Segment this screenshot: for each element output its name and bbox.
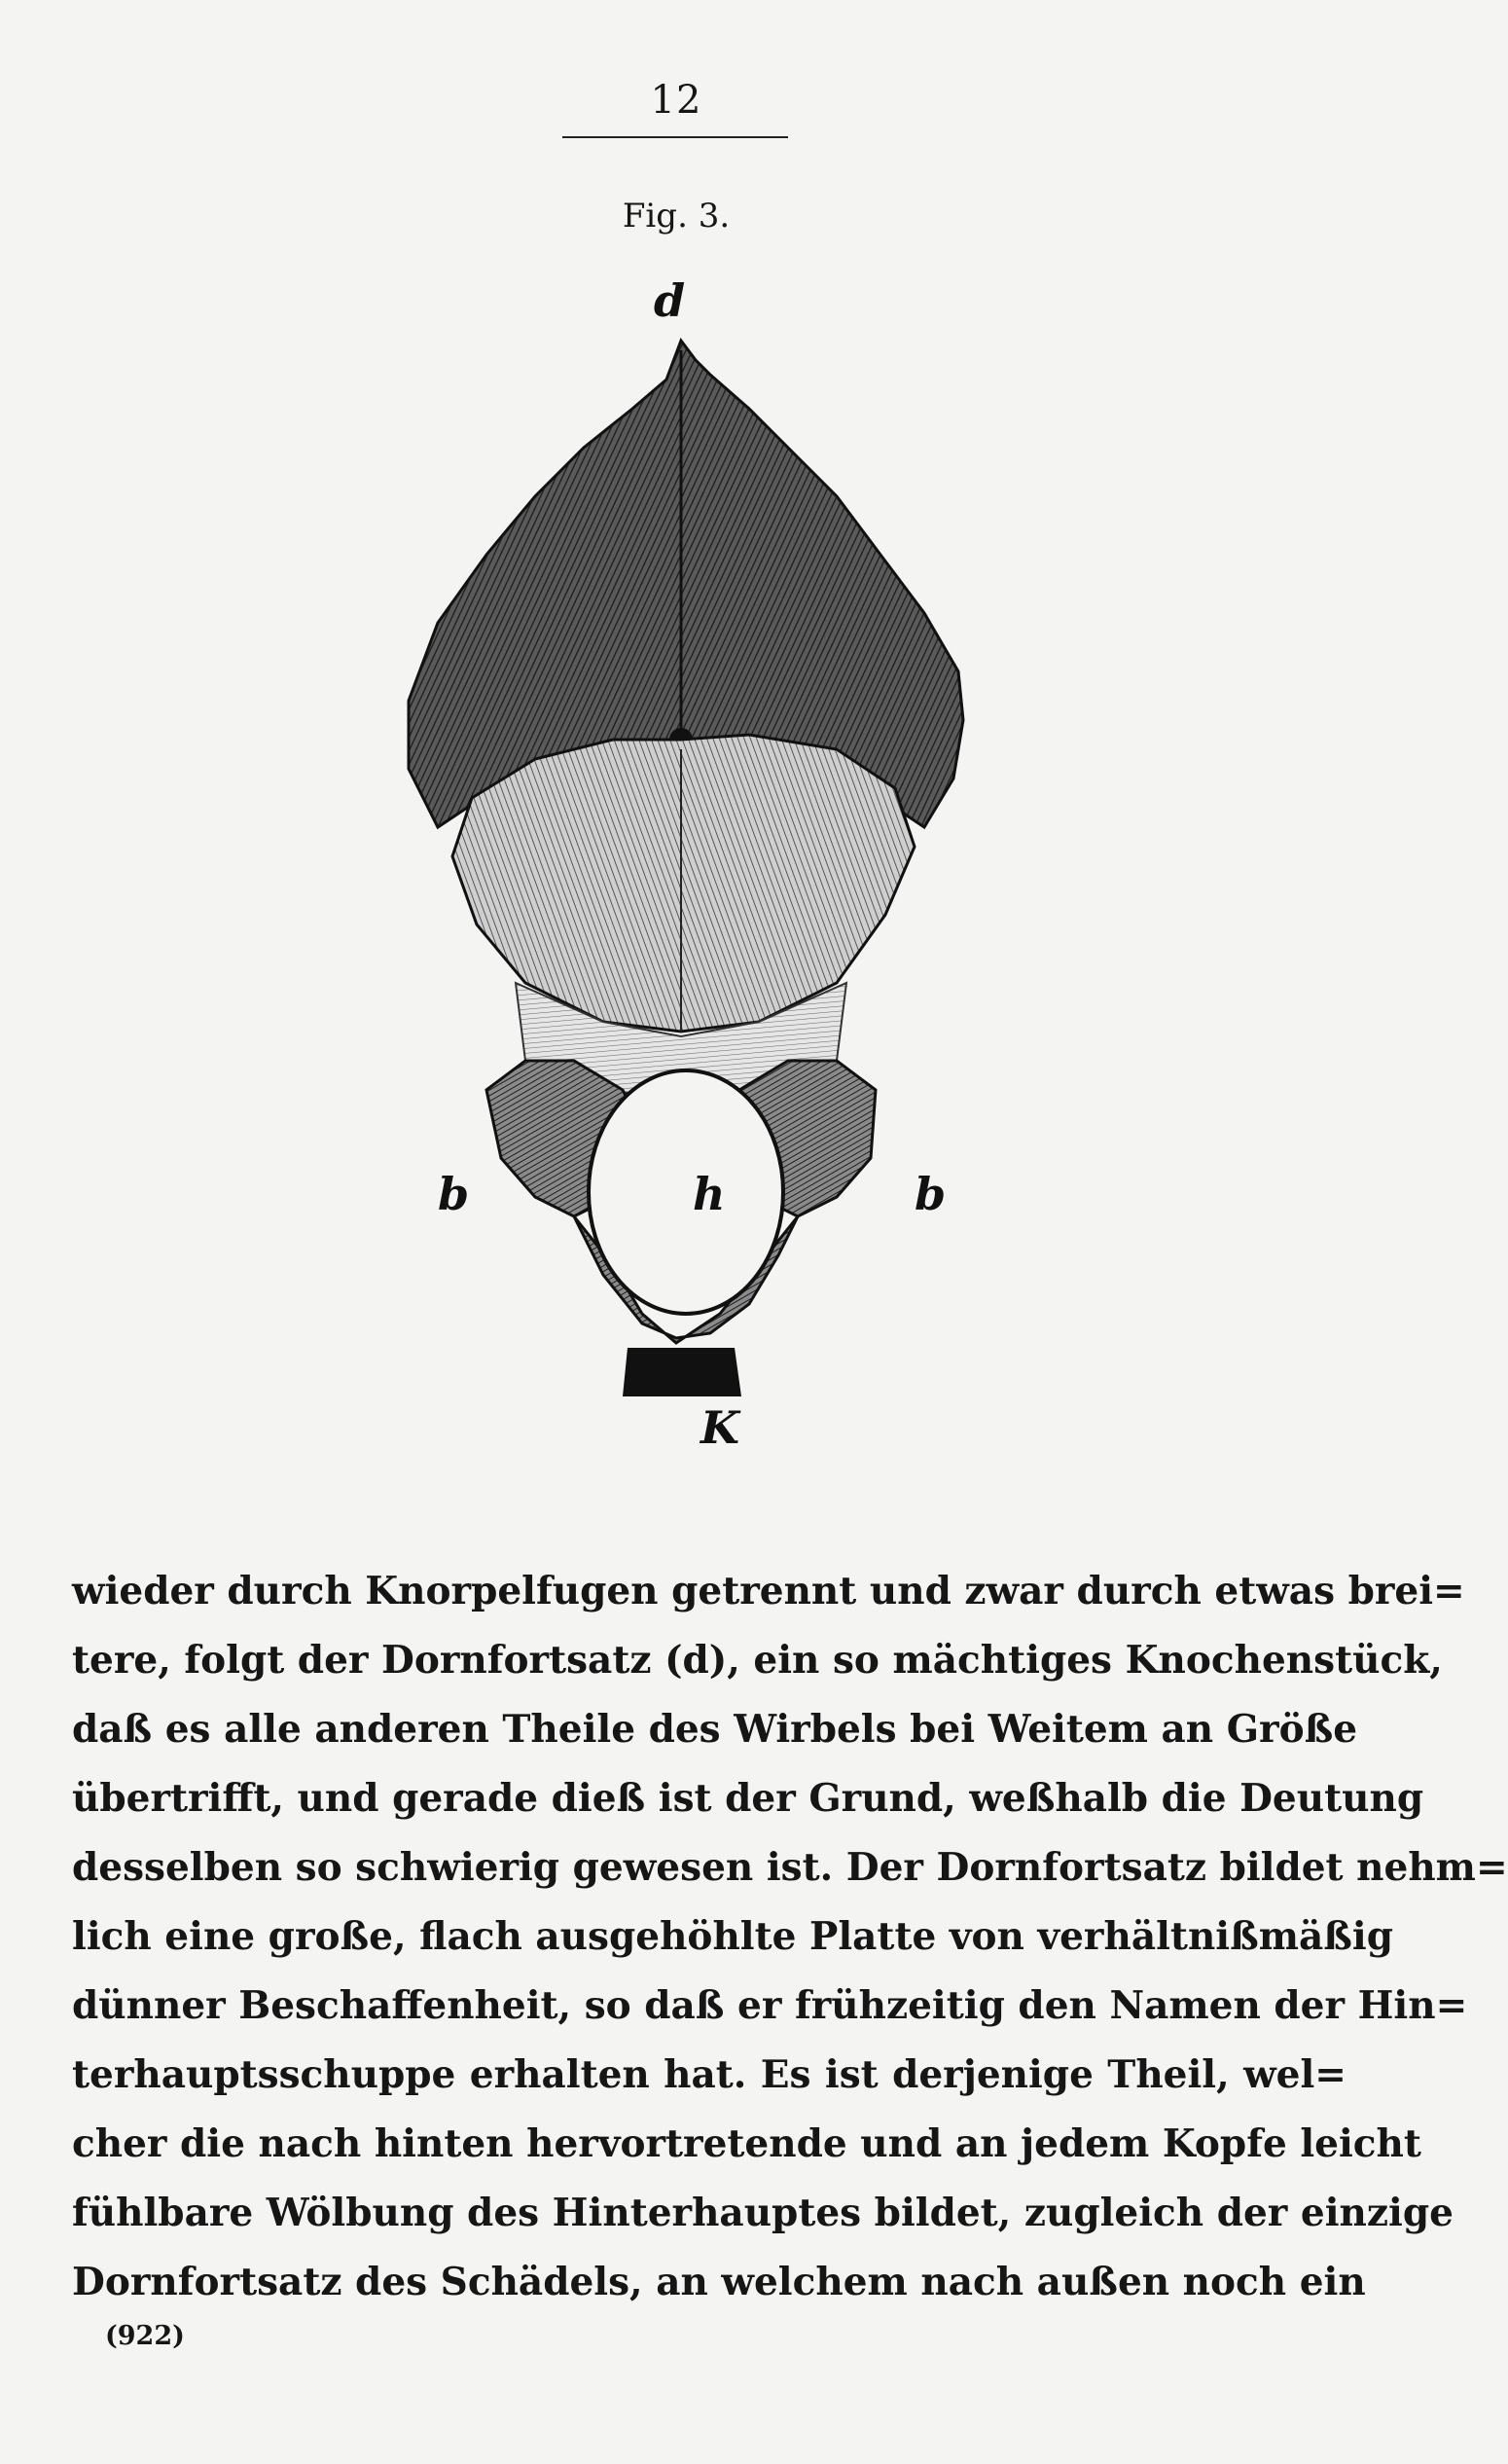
- text-line: daß es alle anderen Theile des Wirbels bei Weitem an Größe: [72, 1707, 1358, 1752]
- figure-label-h: h: [693, 1168, 726, 1220]
- page-number: 12: [650, 78, 702, 123]
- figure-label-k: K: [700, 1401, 739, 1454]
- text-line: lich eine große, flach ausgehöhlte Platte von verhältnißmäßig: [72, 1914, 1393, 1959]
- text-line: fühlbare Wölbung des Hinterhauptes bildet, zugleich der einzige: [72, 2191, 1454, 2235]
- figure-label-b-right: b: [915, 1168, 947, 1220]
- text-line: dünner Beschaffenheit, so daß er frühzeitig den Namen der Hin=: [72, 1983, 1468, 2028]
- basilar-tip: [623, 1348, 741, 1396]
- text-line: terhauptsschuppe erhalten hat. Es ist derjenige Theil, wel=: [72, 2052, 1346, 2097]
- signature-mark: (922): [105, 2321, 185, 2351]
- text-line: Dornfortsatz des Schädels, an welchem nach außen noch ein: [72, 2260, 1366, 2304]
- page-number-rule: [562, 136, 788, 138]
- text-line: desselben so schwierig gewesen ist. Der Dornfortsatz bildet nehm=: [72, 1845, 1508, 1890]
- figure-caption: Fig. 3.: [622, 197, 731, 236]
- figure-label-d: d: [654, 274, 686, 327]
- figure-occipital-bone: [292, 274, 1090, 1469]
- text-line: tere, folgt der Dornfortsatz (d), ein so mächtiges Knochenstück,: [72, 1638, 1443, 1683]
- occipital-bone-illustration: [292, 282, 1090, 1469]
- text-line: wieder durch Knorpelfugen getrennt und zwar durch etwas brei=: [72, 1569, 1465, 1613]
- figure-label-b-left: b: [438, 1168, 470, 1220]
- foramen-magnum: [589, 1070, 783, 1314]
- body-text: [72, 1557, 1508, 2317]
- text-line: cher die nach hinten hervortretende und an jedem Kopfe leicht: [72, 2121, 1421, 2166]
- text-line: übertrifft, und gerade dieß ist der Grund, weßhalb die Deutung: [72, 1776, 1424, 1821]
